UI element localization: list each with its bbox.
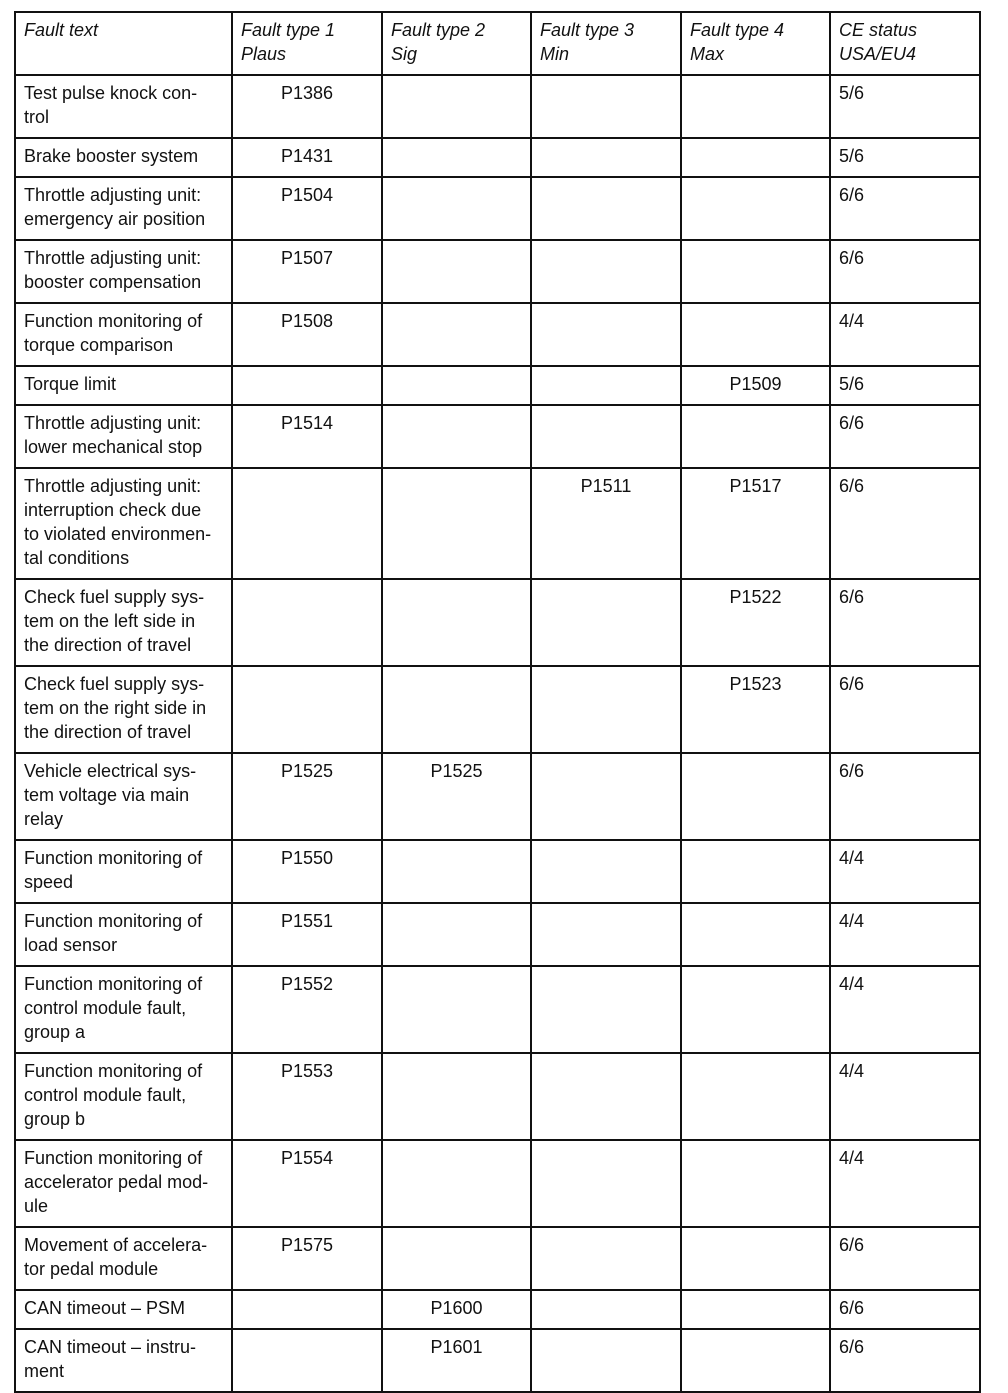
fault-type-1-cell: P1507 xyxy=(232,240,382,303)
ce-status-cell: 5/6 xyxy=(830,75,980,138)
fault-text-cell xyxy=(15,903,232,966)
fault-text-line: to violated environmen- xyxy=(24,524,212,544)
header-line: Fault type 2 xyxy=(391,20,486,40)
fault-type-3-cell xyxy=(531,177,681,240)
ce-status-cell: 5/6 xyxy=(830,366,980,405)
fault-text-cell xyxy=(15,240,232,303)
fault-text-cell xyxy=(15,138,232,177)
fault-text-line: ment xyxy=(24,1361,65,1381)
fault-type-1-cell xyxy=(232,468,382,579)
header-line: Sig xyxy=(391,44,418,64)
fault-type-1-cell: P1550 xyxy=(232,840,382,903)
table-row xyxy=(15,903,980,966)
fault-text-cell xyxy=(15,1227,232,1290)
fault-text-cell xyxy=(15,303,232,366)
fault-text-line: emergency air position xyxy=(24,209,206,229)
fault-type-3-cell xyxy=(531,1140,681,1227)
header-line: Max xyxy=(690,44,725,64)
fault-type-2-cell: P1525 xyxy=(382,753,531,840)
fault-text-cell xyxy=(15,1140,232,1227)
fault-type-1-cell: P1552 xyxy=(232,966,382,1053)
fault-text-line: lower mechanical stop xyxy=(24,437,203,457)
table-row xyxy=(15,468,980,579)
fault-text-cell xyxy=(15,753,232,840)
table-row xyxy=(15,1140,980,1227)
fault-type-1-cell: P1525 xyxy=(232,753,382,840)
fault-type-3-cell xyxy=(531,303,681,366)
ce-status-cell: 4/4 xyxy=(830,303,980,366)
fault-type-4-cell xyxy=(681,138,830,177)
fault-type-4-cell xyxy=(681,1290,830,1329)
fault-type-4-cell xyxy=(681,240,830,303)
fault-type-1-cell: P1431 xyxy=(232,138,382,177)
ce-status-cell: 6/6 xyxy=(830,1227,980,1290)
ce-status-cell: 6/6 xyxy=(830,1290,980,1329)
header-line: Plaus xyxy=(241,44,287,64)
fault-text-cell xyxy=(15,1290,232,1329)
fault-text-line: load sensor xyxy=(24,935,118,955)
table-row xyxy=(15,138,980,177)
ce-status-cell: 6/6 xyxy=(830,177,980,240)
fault-text-line: group a xyxy=(24,1022,86,1042)
table-row xyxy=(15,1227,980,1290)
fault-type-1-cell xyxy=(232,1290,382,1329)
table-header-row xyxy=(15,12,980,75)
header-line: Min xyxy=(540,44,570,64)
fault-type-1-cell: P1553 xyxy=(232,1053,382,1140)
fault-type-2-cell xyxy=(382,468,531,579)
fault-type-2-cell: P1601 xyxy=(382,1329,531,1392)
table-row xyxy=(15,1329,980,1392)
fault-type-1-cell xyxy=(232,1329,382,1392)
table-row xyxy=(15,75,980,138)
fault-text-line: tem on the right side in xyxy=(24,698,207,718)
header-line: USA/EU4 xyxy=(839,44,917,64)
fault-text-cell xyxy=(15,666,232,753)
fault-type-1-cell: P1508 xyxy=(232,303,382,366)
fault-type-4-cell: P1522 xyxy=(681,579,830,666)
table-row xyxy=(15,405,980,468)
header-line: Fault type 1 xyxy=(241,20,336,40)
ce-status-cell: 6/6 xyxy=(830,405,980,468)
fault-text-line: Function monitoring of xyxy=(24,1061,203,1081)
fault-type-4-cell xyxy=(681,840,830,903)
fault-type-3-cell xyxy=(531,579,681,666)
header-line: CE status xyxy=(839,20,918,40)
fault-text-line: Check fuel supply sys- xyxy=(24,674,205,694)
fault-text-line: trol xyxy=(24,107,50,127)
table-row xyxy=(15,1053,980,1140)
fault-type-2-cell xyxy=(382,177,531,240)
fault-type-1-cell xyxy=(232,366,382,405)
fault-type-2-cell xyxy=(382,303,531,366)
fault-type-3-cell xyxy=(531,240,681,303)
fault-type-2-cell xyxy=(382,405,531,468)
fault-text-cell xyxy=(15,1329,232,1392)
fault-type-3-cell xyxy=(531,138,681,177)
ce-status-cell: 6/6 xyxy=(830,753,980,840)
fault-type-1-cell: P1554 xyxy=(232,1140,382,1227)
ce-status-cell: 4/4 xyxy=(830,1053,980,1140)
fault-type-2-cell xyxy=(382,1227,531,1290)
fault-text-cell xyxy=(15,1053,232,1140)
fault-text-line: control module fault, xyxy=(24,998,187,1018)
fault-text-line: ule xyxy=(24,1196,49,1216)
fault-type-2-cell xyxy=(382,903,531,966)
fault-text-line: Torque limit xyxy=(24,374,117,394)
fault-type-3-cell xyxy=(531,753,681,840)
header-line: Fault type 4 xyxy=(690,20,785,40)
fault-text-line: Function monitoring of xyxy=(24,1148,203,1168)
fault-type-3-cell xyxy=(531,1227,681,1290)
fault-type-2-cell xyxy=(382,366,531,405)
fault-type-2-cell: P1600 xyxy=(382,1290,531,1329)
fault-type-4-cell xyxy=(681,177,830,240)
header-fault-type-4 xyxy=(681,12,830,75)
fault-type-2-cell xyxy=(382,966,531,1053)
fault-text-line: Throttle adjusting unit: xyxy=(24,413,202,433)
fault-text-line: speed xyxy=(24,872,74,892)
ce-status-cell: 6/6 xyxy=(830,1329,980,1392)
fault-type-4-cell xyxy=(681,405,830,468)
fault-text-line: Test pulse knock con- xyxy=(24,83,198,103)
ce-status-cell: 4/4 xyxy=(830,840,980,903)
fault-text-cell xyxy=(15,468,232,579)
fault-text-line: Function monitoring of xyxy=(24,311,203,331)
ce-status-cell: 4/4 xyxy=(830,903,980,966)
fault-type-2-cell xyxy=(382,75,531,138)
table-row xyxy=(15,840,980,903)
ce-status-cell: 4/4 xyxy=(830,1140,980,1227)
fault-type-2-cell xyxy=(382,240,531,303)
fault-type-4-cell xyxy=(681,966,830,1053)
fault-type-4-cell xyxy=(681,1227,830,1290)
fault-text-line: Throttle adjusting unit: xyxy=(24,185,202,205)
fault-text-line: Movement of accelera- xyxy=(24,1235,208,1255)
ce-status-cell: 6/6 xyxy=(830,468,980,579)
fault-text-line: relay xyxy=(24,809,64,829)
ce-status-cell: 5/6 xyxy=(830,138,980,177)
fault-type-4-cell xyxy=(681,1329,830,1392)
fault-text-line: control module fault, xyxy=(24,1085,187,1105)
fault-type-4-cell xyxy=(681,1053,830,1140)
fault-type-2-cell xyxy=(382,1140,531,1227)
ce-status-cell: 6/6 xyxy=(830,666,980,753)
fault-text-line: CAN timeout – instru- xyxy=(24,1337,197,1357)
fault-type-2-cell xyxy=(382,1053,531,1140)
table-row xyxy=(15,177,980,240)
fault-text-cell xyxy=(15,177,232,240)
header-fault-type-3 xyxy=(531,12,681,75)
fault-text-cell xyxy=(15,405,232,468)
table-row xyxy=(15,240,980,303)
fault-text-line: Vehicle electrical sys- xyxy=(24,761,197,781)
fault-type-4-cell xyxy=(681,75,830,138)
header-ce-status xyxy=(830,12,980,75)
fault-type-1-cell: P1504 xyxy=(232,177,382,240)
header-fault-type-2 xyxy=(382,12,531,75)
fault-type-3-cell xyxy=(531,966,681,1053)
fault-type-3-cell xyxy=(531,1329,681,1392)
table-row xyxy=(15,366,980,405)
header-fault-text xyxy=(15,12,232,75)
fault-type-4-cell: P1523 xyxy=(681,666,830,753)
fault-text-line: booster compensation xyxy=(24,272,202,292)
fault-text-cell xyxy=(15,366,232,405)
fault-type-2-cell xyxy=(382,579,531,666)
fault-text-line: tem voltage via main xyxy=(24,785,190,805)
fault-type-1-cell: P1575 xyxy=(232,1227,382,1290)
fault-text-line: the direction of travel xyxy=(24,722,192,742)
fault-text-line: Throttle adjusting unit: xyxy=(24,476,202,496)
fault-text-cell xyxy=(15,966,232,1053)
fault-type-4-cell xyxy=(681,303,830,366)
fault-type-3-cell xyxy=(531,840,681,903)
fault-type-1-cell xyxy=(232,579,382,666)
ce-status-cell: 6/6 xyxy=(830,240,980,303)
fault-type-2-cell xyxy=(382,666,531,753)
fault-type-1-cell: P1386 xyxy=(232,75,382,138)
fault-text-line: Function monitoring of xyxy=(24,911,203,931)
fault-type-2-cell xyxy=(382,138,531,177)
fault-type-4-cell xyxy=(681,903,830,966)
table-row xyxy=(15,579,980,666)
fault-type-1-cell: P1514 xyxy=(232,405,382,468)
fault-text-line: tor pedal module xyxy=(24,1259,159,1279)
fault-text-line: group b xyxy=(24,1109,86,1129)
fault-text-line: Function monitoring of xyxy=(24,974,203,994)
fault-text-line: the direction of travel xyxy=(24,635,192,655)
fault-text-line: Throttle adjusting unit: xyxy=(24,248,202,268)
fault-type-3-cell xyxy=(531,405,681,468)
fault-type-3-cell xyxy=(531,75,681,138)
fault-text-line: tal conditions xyxy=(24,548,130,568)
fault-text-line: torque comparison xyxy=(24,335,174,355)
fault-text-line: CAN timeout – PSM xyxy=(24,1298,186,1318)
header-fault-type-1 xyxy=(232,12,382,75)
fault-text-line: Check fuel supply sys- xyxy=(24,587,205,607)
fault-text-line: interruption check due xyxy=(24,500,202,520)
table-row xyxy=(15,666,980,753)
fault-text-line: accelerator pedal mod- xyxy=(24,1172,209,1192)
fault-type-1-cell: P1551 xyxy=(232,903,382,966)
table-body xyxy=(15,75,980,1392)
fault-text-line: Function monitoring of xyxy=(24,848,203,868)
fault-text-line: tem on the left side in xyxy=(24,611,196,631)
fault-text-cell xyxy=(15,840,232,903)
fault-type-3-cell xyxy=(531,1053,681,1140)
fault-type-4-cell xyxy=(681,1140,830,1227)
fault-type-4-cell: P1509 xyxy=(681,366,830,405)
ce-status-cell: 4/4 xyxy=(830,966,980,1053)
fault-type-3-cell xyxy=(531,666,681,753)
table-row xyxy=(15,966,980,1053)
fault-type-3-cell: P1511 xyxy=(531,468,681,579)
ce-status-cell: 6/6 xyxy=(830,579,980,666)
table-row xyxy=(15,753,980,840)
fault-code-table xyxy=(14,11,981,1393)
fault-type-3-cell xyxy=(531,903,681,966)
fault-type-4-cell: P1517 xyxy=(681,468,830,579)
fault-text-cell xyxy=(15,75,232,138)
fault-type-4-cell xyxy=(681,753,830,840)
table-row xyxy=(15,303,980,366)
table-row xyxy=(15,1290,980,1329)
fault-text-cell xyxy=(15,579,232,666)
fault-type-3-cell xyxy=(531,1290,681,1329)
header-line: Fault text xyxy=(24,20,99,40)
header-line: Fault type 3 xyxy=(540,20,635,40)
fault-type-1-cell xyxy=(232,666,382,753)
fault-type-3-cell xyxy=(531,366,681,405)
fault-type-2-cell xyxy=(382,840,531,903)
fault-text-line: Brake booster system xyxy=(24,146,199,166)
